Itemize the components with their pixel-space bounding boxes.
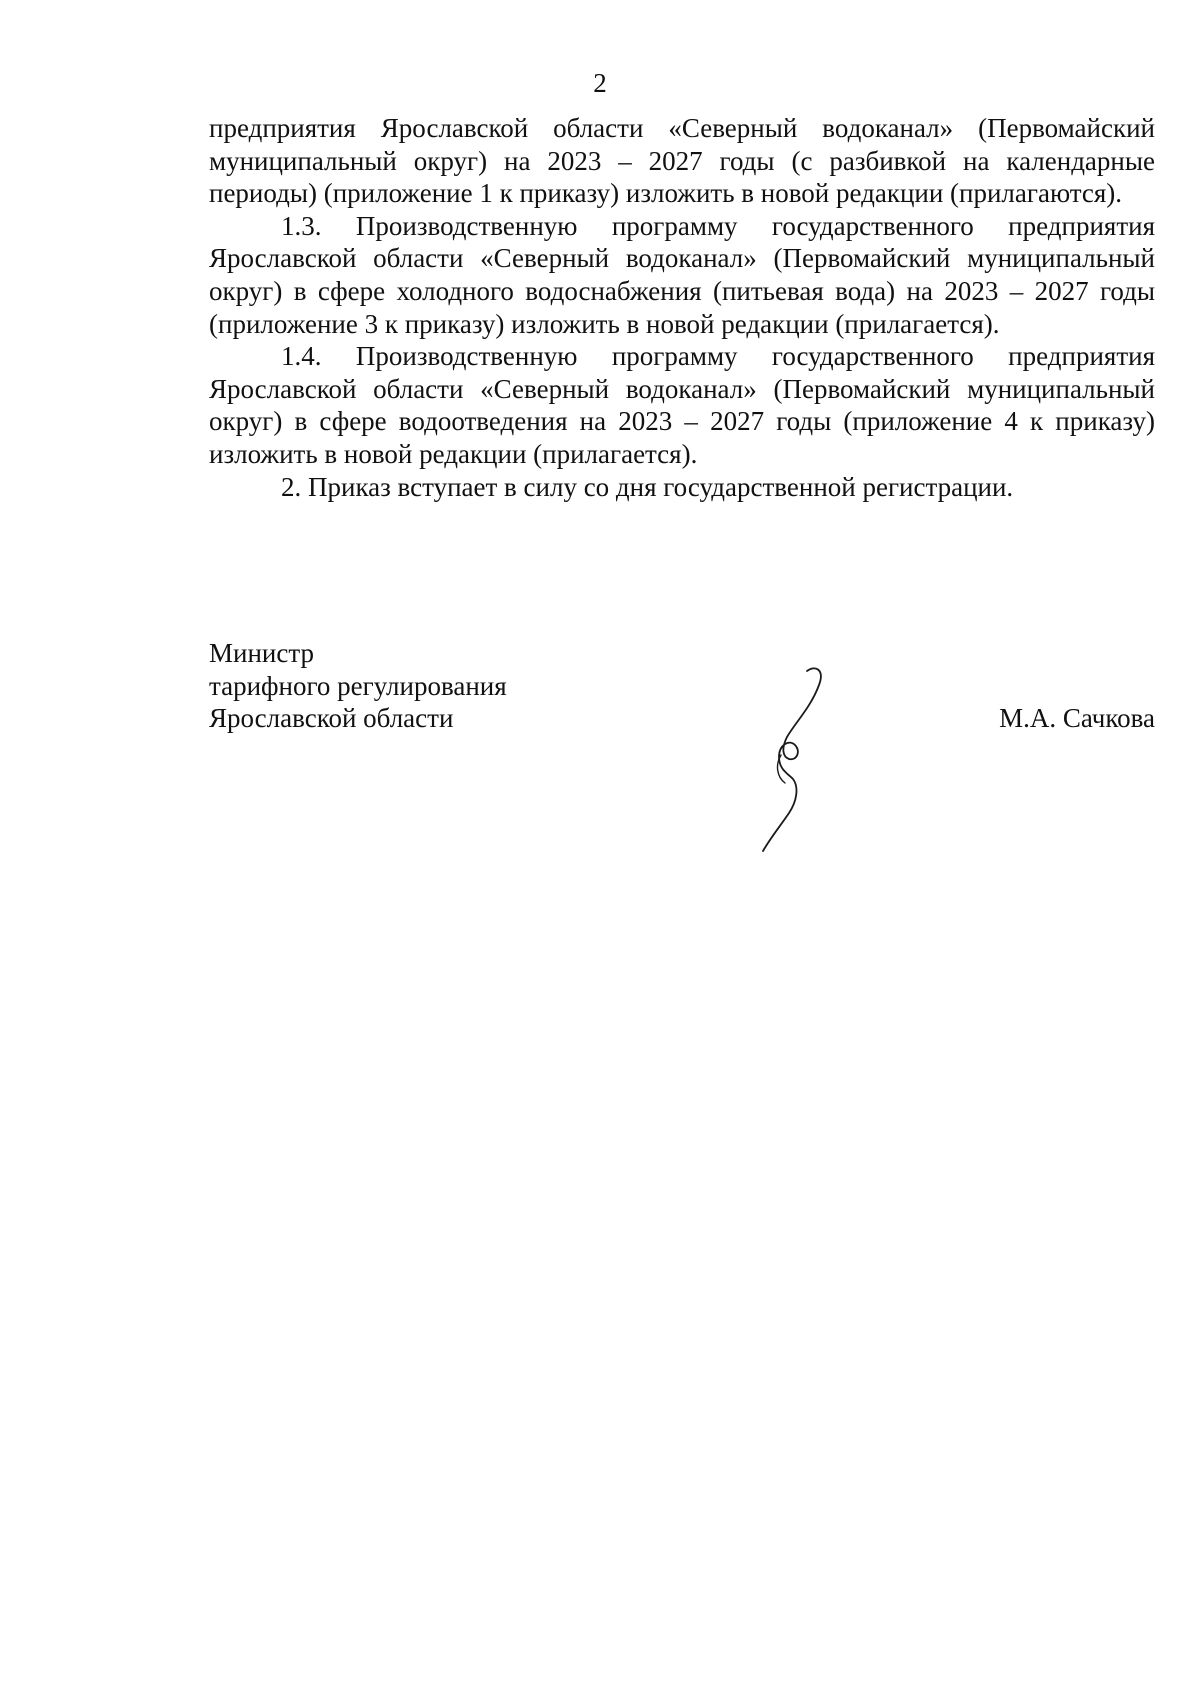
paragraph-continuation: предприятия Ярославской области «Северный водоканал» (Первомайский муниципальный округ) на 2023 – 2027 годы (с разбивкой на календарные периоды) (приложение 1 к приказу) изложить в новой редакции (прилагаются). xyxy=(209,113,1155,209)
signatory-title-line-1: Министр xyxy=(209,638,314,668)
signatory-title-line-3: Ярославской области xyxy=(209,703,454,734)
document-body xyxy=(209,112,1155,503)
signatory-name: М.А. Сачкова xyxy=(999,703,1155,733)
handwritten-signature xyxy=(745,665,855,855)
paragraph-1-3: 1.3. Производственную программу государственного предприятия Ярославской области «Северный водоканал» (Первомайский муниципальный округ) в сфере холодного водоснабжения (питьевая вода) на 2023 – 2027 годы (приложение 3 к приказу) изложить в новой редакции (прилагается). xyxy=(209,210,1155,339)
paragraph-2: 2. Приказ вступает в силу со дня государственной регистрации. xyxy=(281,471,1014,502)
signatory-title xyxy=(209,637,507,735)
page-number: 2 xyxy=(593,68,607,98)
signatory-title-line-2: тарифного регулирования xyxy=(209,670,507,701)
paragraph-1-4: 1.4. Производственную программу государственного предприятия Ярославской области «Северный водоканал» (Первомайский муниципальный округ) в сфере водоотведения на 2023 – 2027 годы (приложение 4 к приказу) изложить в новой редакции (прилагается). xyxy=(209,341,1155,469)
